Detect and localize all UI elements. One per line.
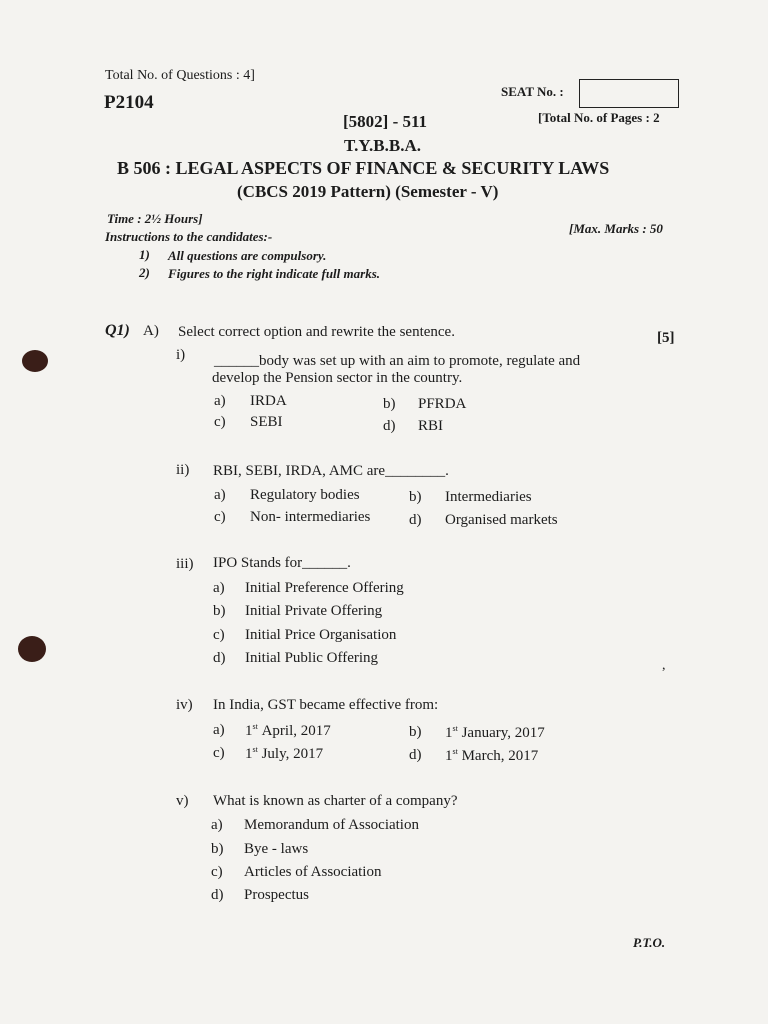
- option-text: SEBI: [250, 414, 283, 430]
- option-date: March, 2017: [461, 748, 539, 764]
- option-text: Initial Price Organisation: [245, 627, 397, 643]
- item-text: In India, GST became effective from:: [213, 697, 439, 713]
- option-letter: c): [211, 864, 223, 880]
- option-text: [445, 724, 545, 742]
- option-text: Non- intermediaries: [250, 509, 371, 525]
- option-text: [445, 747, 538, 765]
- seat-number-box: [579, 79, 679, 108]
- option-letter: c): [213, 627, 225, 643]
- option-text: Initial Preference Offering: [245, 580, 404, 596]
- option-ordinal-suffix: st: [252, 745, 258, 754]
- instruction-num: 2): [139, 265, 150, 280]
- option-ordinal-suffix: st: [452, 724, 458, 733]
- option-letter: a): [213, 722, 225, 738]
- option-text: Organised markets: [445, 512, 558, 528]
- item-number: iii): [176, 556, 194, 572]
- total-questions: Total No. of Questions : 4]: [105, 68, 255, 83]
- option-ordinal: 1: [445, 725, 453, 741]
- option-letter: a): [211, 817, 223, 833]
- option-letter: d): [383, 418, 396, 434]
- option-letter: b): [383, 396, 396, 412]
- option-letter: b): [409, 724, 422, 740]
- question-label: Q1): [105, 322, 130, 339]
- punch-hole-bottom: [18, 636, 46, 662]
- option-text: Memorandum of Association: [244, 817, 419, 833]
- option-letter: b): [213, 603, 226, 619]
- option-letter: a): [214, 393, 226, 409]
- item-text: IPO Stands for______.: [213, 555, 351, 571]
- option-text: Initial Private Offering: [245, 603, 383, 619]
- time-allowed: Time : 2½ Hours]: [107, 211, 203, 226]
- instructions-title: Instructions to the candidates:-: [105, 229, 273, 244]
- option-text: Bye - laws: [244, 841, 309, 857]
- option-ordinal-suffix: st: [452, 747, 458, 756]
- option-date: July, 2017: [261, 746, 324, 762]
- option-letter: d): [409, 747, 422, 763]
- question-part: A): [143, 323, 159, 339]
- option-letter: c): [214, 509, 226, 525]
- option-ordinal-suffix: st: [252, 722, 258, 731]
- item-number: v): [176, 793, 189, 809]
- option-letter: a): [214, 487, 226, 503]
- option-date: January, 2017: [461, 725, 545, 741]
- item-text: What is known as charter of a company?: [213, 793, 458, 809]
- subject-title: B 506 : LEGAL ASPECTS OF FINANCE & SECURITY LAWS: [117, 158, 610, 178]
- option-letter: b): [409, 489, 422, 505]
- option-ordinal: 1: [445, 748, 453, 764]
- option-text: PFRDA: [418, 396, 467, 412]
- seat-label: SEAT No. :: [501, 84, 564, 99]
- option-ordinal: 1: [245, 723, 253, 739]
- question-marks: [5]: [657, 330, 675, 346]
- punch-hole-top: [22, 350, 48, 372]
- item-text: ______body was set up with an aim to promote, regulate and: [214, 353, 581, 369]
- option-text: Intermediaries: [445, 489, 532, 505]
- option-text: IRDA: [250, 393, 287, 409]
- option-letter: c): [214, 414, 226, 430]
- option-letter: c): [213, 745, 225, 761]
- option-text: Initial Public Offering: [245, 650, 379, 666]
- total-pages: [Total No. of Pages : 2: [538, 110, 660, 125]
- question-prompt: Select correct option and rewrite the sentence.: [178, 324, 455, 340]
- option-letter: b): [211, 841, 224, 857]
- option-date: April, 2017: [261, 723, 331, 739]
- paper-code: P2104: [104, 92, 154, 113]
- option-letter: a): [213, 580, 225, 596]
- item-text: develop the Pension sector in the country.: [212, 370, 463, 386]
- option-text: [245, 722, 331, 740]
- item-number: ii): [176, 462, 190, 478]
- option-text: RBI: [418, 418, 444, 434]
- code-line: [5802] - 511: [343, 112, 428, 131]
- pto-note: P.T.O.: [633, 935, 666, 950]
- option-ordinal: 1: [245, 746, 253, 762]
- max-marks: [Max. Marks : 50: [569, 221, 663, 236]
- instruction-num: 1): [139, 247, 150, 262]
- option-letter: d): [409, 512, 422, 528]
- option-letter: d): [213, 650, 226, 666]
- stray-mark: ,: [662, 658, 666, 673]
- item-text: RBI, SEBI, IRDA, AMC are________.: [213, 463, 449, 479]
- option-text: Prospectus: [244, 887, 309, 903]
- instruction-text: Figures to the right indicate full marks.: [168, 266, 381, 281]
- item-number: iv): [176, 697, 193, 713]
- option-text: [245, 745, 323, 763]
- option-text: Regulatory bodies: [250, 487, 360, 503]
- option-letter: d): [211, 887, 224, 903]
- item-number: i): [176, 347, 186, 363]
- pattern-line: (CBCS 2019 Pattern) (Semester - V): [237, 182, 499, 201]
- option-text: Articles of Association: [244, 864, 382, 880]
- course-title: T.Y.B.B.A.: [344, 136, 421, 155]
- instruction-text: All questions are compulsory.: [168, 248, 327, 263]
